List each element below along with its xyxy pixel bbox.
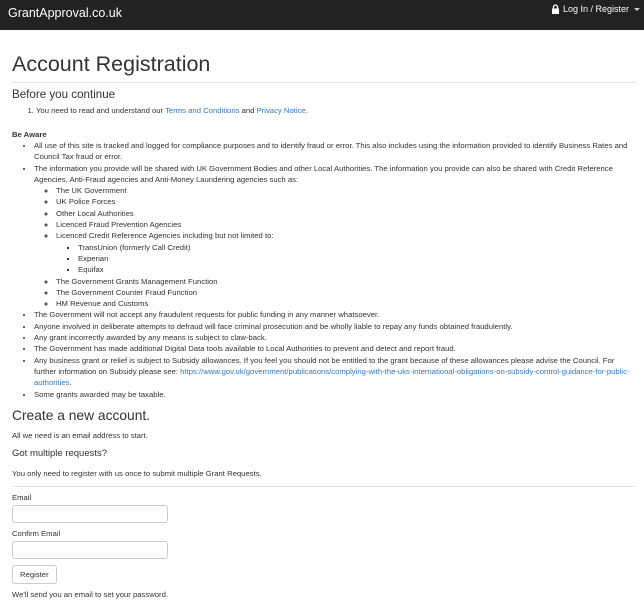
list-item: • Any business grant or relief is subject to Subsidy allowances. If you feel you should not be entitled to the grant because of these allowances please advise the Council. For further information on Subsidy please see: https://www.gov.uk/government/publications/complying-with-the-uks-international-obligations-on-subsidy-control-guidance-for-public-authorities. [34,355,636,389]
multiple-requests-heading: Got multiple requests? [12,447,108,459]
login-register-label: Log In / Register [562,4,629,14]
list-item: ◦ UK Police Forces [56,196,636,207]
list-item: ▪ Experian [78,253,636,264]
subsidy-guidance-link[interactable]: https://www.gov.uk/government/publications/complying-with-the-uks-international-obligations-on-subsidy-control-guidance-for-public-authorities [34,366,630,388]
page-title: Account Registration [12,52,211,76]
multiple-requests-text: You only need to register with us once to submit multiple Grant Requests. [12,468,262,478]
password-email-note: We'll send you an email to set your password. [12,589,169,599]
confirm-email-field[interactable] [12,541,168,559]
create-account-heading: Create a new account. [12,407,151,423]
list-item: ◦ HM Revenue and Customs [56,298,636,309]
list-item: • The Government will not accept any fraudulent requests for public funding in any manner whatsoever. [34,309,636,320]
confirm-email-label: Confirm Email [12,528,61,538]
list-item: • Some grants awarded may be taxable. [34,389,636,400]
email-field[interactable] [12,505,168,523]
agencies-list [34,185,636,309]
main-content [12,30,636,600]
list-item: ◦ Other Local Authorities [56,208,636,219]
list-item: • The information you provide will be shared with UK Government Bodies and other Local Authorities. The information you provide can also be shared with Credit Reference Agencies, Anti-Fraud agencies and Anti-Money Laundering agencies such as: ◦ The UK Government ◦ UK Police Forces ◦ Other Local Authorities ◦ Licenced Fraud Prevention Agencies ◦ Licenced Credit Reference Agencies including but not limited to: ▪ TransUnion (formerly Call Credit) ▪ Experian ▪ Equifax ◦ The Government Grants Management Function ◦ The Government Counter Fraud Function ◦ HM Revenue and Customs [34,163,636,310]
list-item: ◦ Licenced Fraud Prevention Agencies [56,219,636,230]
credit-agencies-list [56,242,636,276]
navbar [0,0,644,30]
chevron-down-icon [634,8,640,11]
list-item: ▪ TransUnion (formerly Call Credit) [78,242,636,253]
list-item: ◦ The Government Grants Management Function [56,276,636,287]
be-aware-list [12,140,636,400]
lock-icon [551,4,560,14]
before-list [12,105,636,116]
terms-link[interactable]: Terms and Conditions [165,106,240,115]
before-heading: Before you continue [12,88,116,101]
list-item: ◦ Licenced Credit Reference Agencies including but not limited to: ▪ TransUnion (formerly Call Credit) ▪ Experian ▪ Equifax [56,230,636,275]
list-item: ◦ The Government Counter Fraud Function [56,287,636,298]
be-aware-heading: Be Aware [12,130,47,139]
brand-link[interactable]: GrantApproval.co.uk [8,6,122,20]
divider [12,486,636,487]
list-item: • All use of this site is tracked and logged for compliance purposes and to identify fraud or error. This also includes using the information provided to identify Business Rates and Council Tax fraud or error. [34,140,636,163]
list-item: • Any grant incorrectly awarded by any means is subject to claw-back. [34,332,636,343]
divider [12,82,636,83]
list-item: ◦ The UK Government [56,185,636,196]
create-account-text: All we need is an email address to start. [12,430,148,440]
list-item: 1. You need to read and understand our Terms and Conditions and Privacy Notice. [36,105,636,116]
email-label: Email [12,492,32,502]
login-register-menu[interactable] [551,4,640,14]
register-button[interactable]: Register [12,565,57,584]
list-item: • The Government has made additional Digital Data tools available to Local Authorities to prevent and detect and report fraud. [34,343,636,354]
privacy-link[interactable]: Privacy Notice [256,106,306,115]
list-item: ▪ Equifax [78,264,636,275]
list-item: • Anyone involved in deliberate attempts to defraud will face criminal prosecution and be wholly liable to repay any funds obtained fraudulently. [34,321,636,332]
